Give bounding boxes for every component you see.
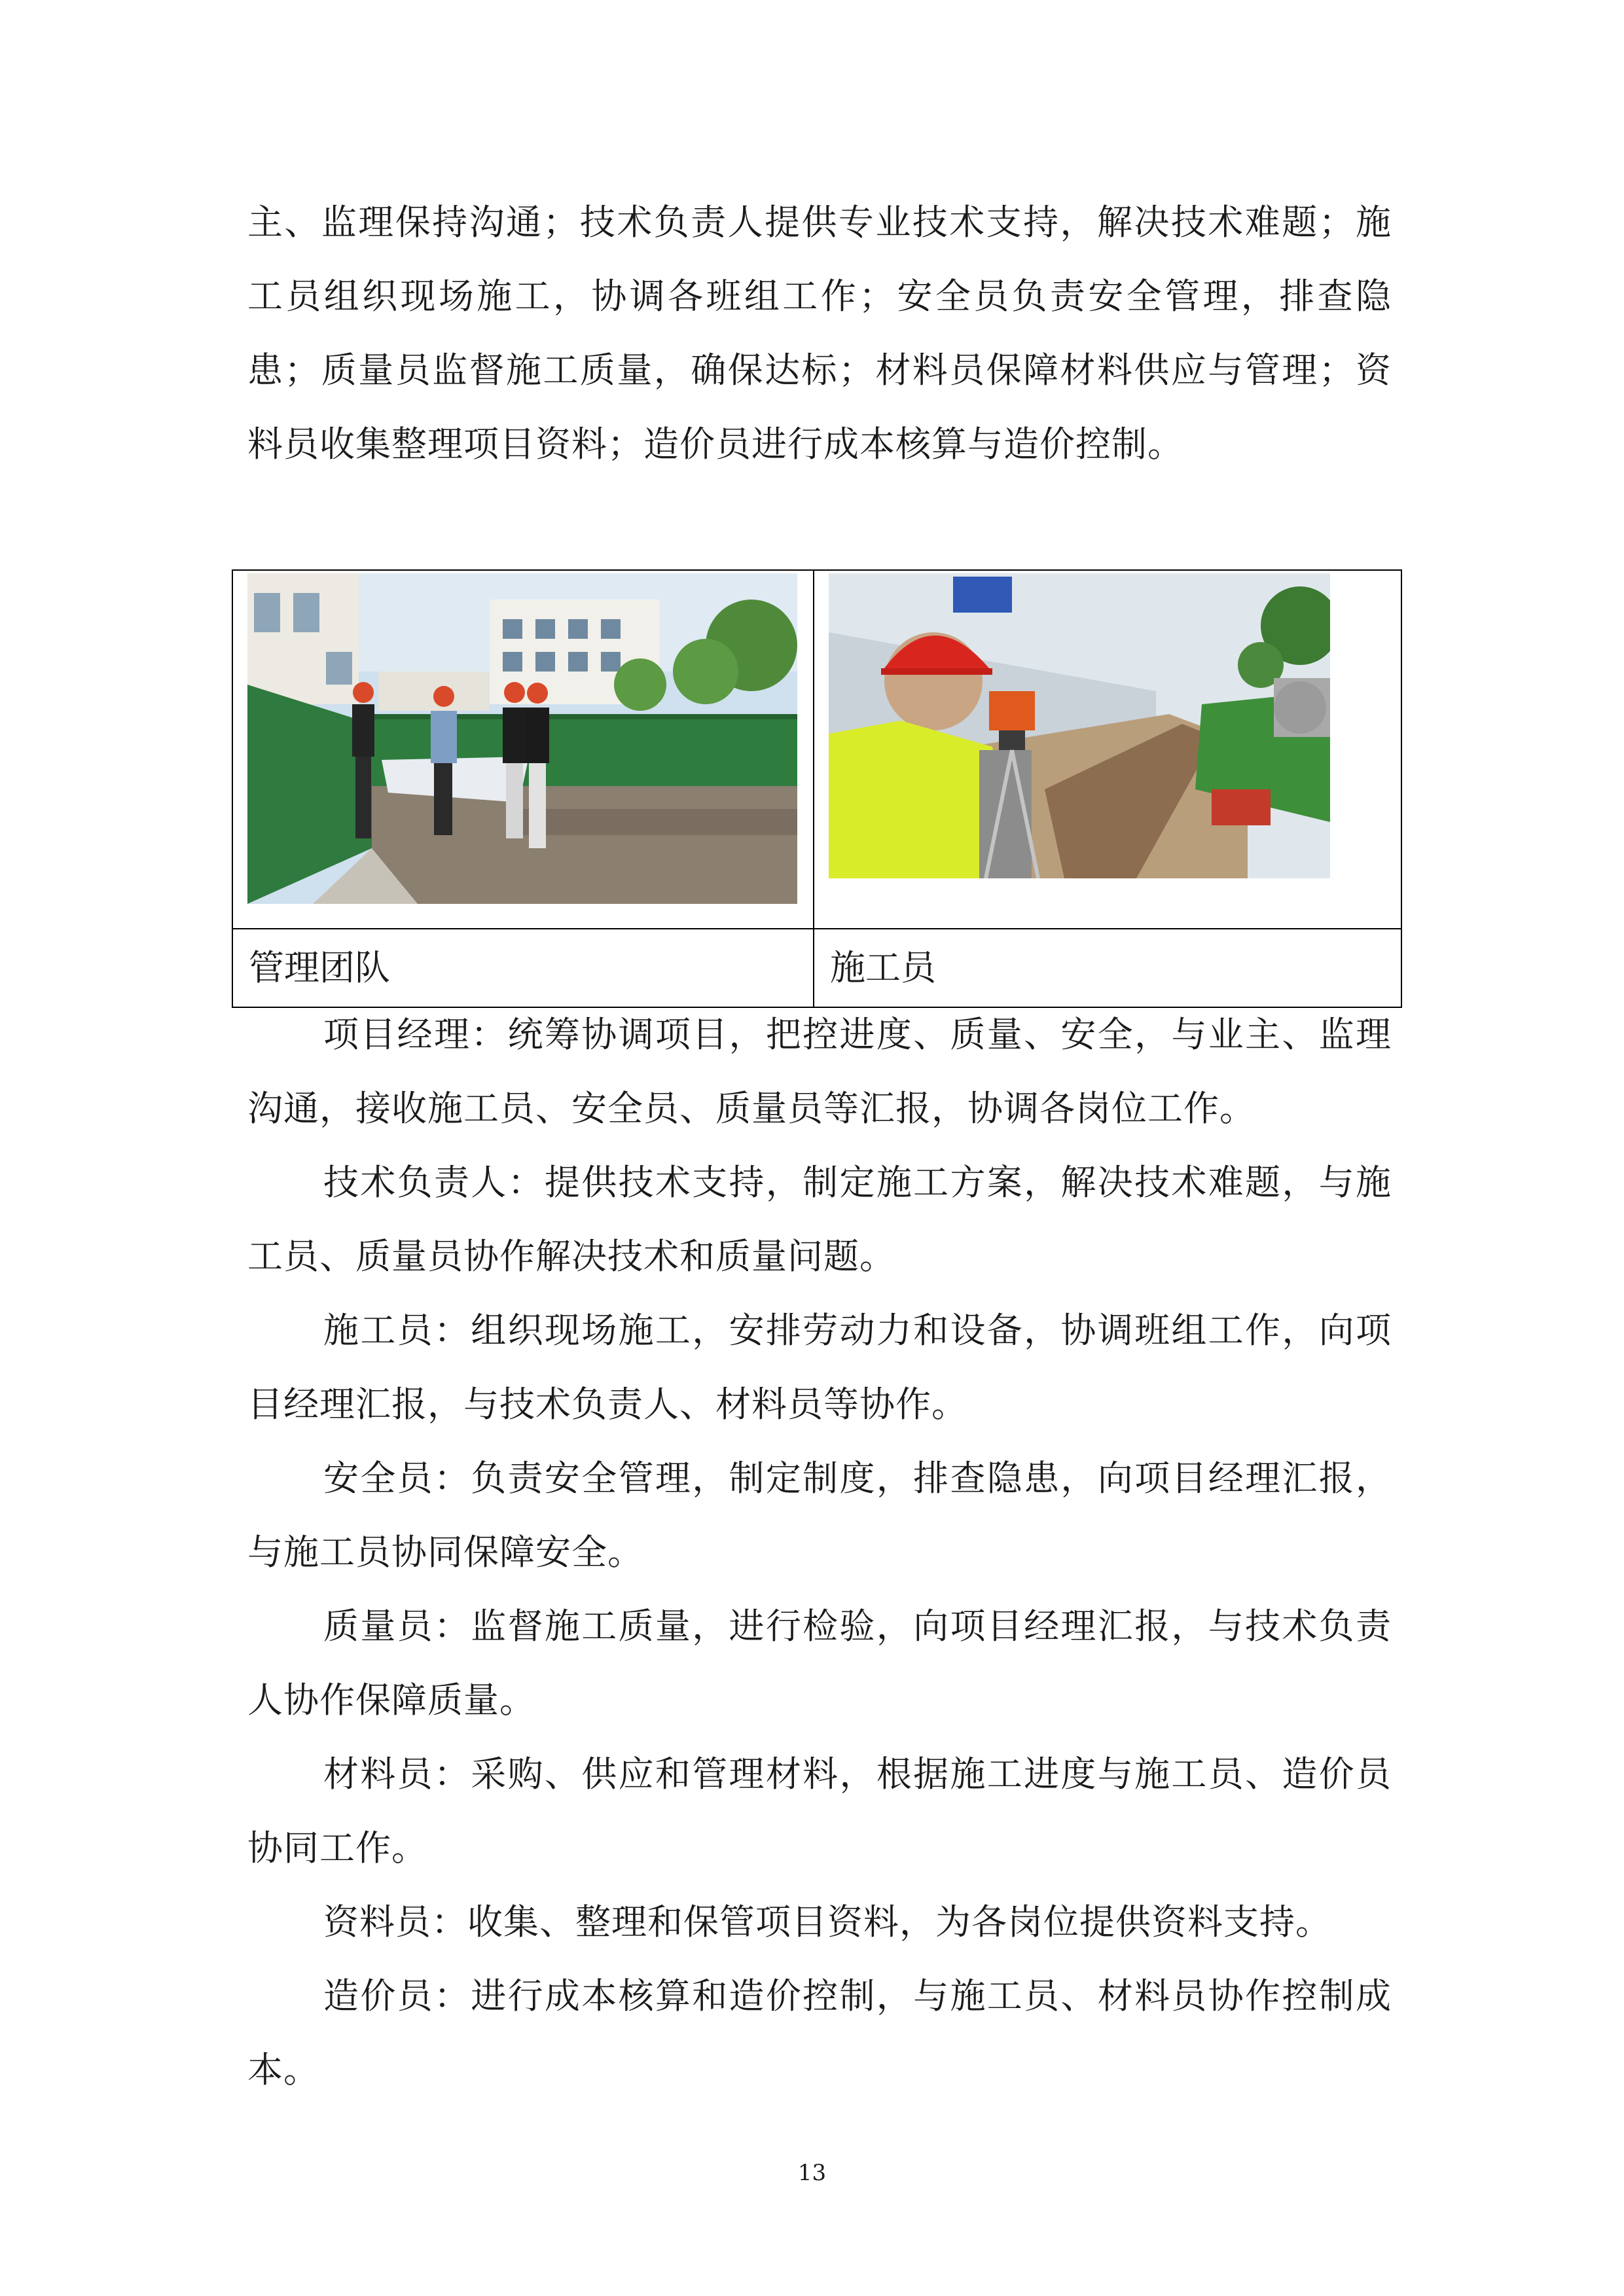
role-technical-lead: 技术负责人：提供技术支持，制定施工方案，解决技术难题，与施工员、质量员协作解决技术和质量问题。: [247, 1162, 1392, 1277]
management-team-photo: [247, 573, 797, 904]
intro-paragraph: 主、监理保持沟通；技术负责人提供专业技术支持，解决技术难题；施工员组织现场施工，协调各班组工作；安全员负责安全管理，排查隐患；质量员监督施工质量，确保达标；材料员保障材料供应与管理；资料员收集整理项目资料；造价员进行成本核算与造价控制。: [247, 202, 1392, 465]
construction-worker-photo: [829, 573, 1330, 878]
photo-cell-management: [232, 570, 814, 929]
photo-table: [232, 569, 1402, 1008]
role-material-officer: 材料员：采购、供应和管理材料，根据施工进度与施工员、造价员协同工作。: [247, 1753, 1392, 1869]
photo-cell-construction: [814, 570, 1401, 929]
role-document-officer: 资料员：收集、整理和保管项目资料，为各岗位提供资料支持。: [323, 1901, 1331, 1943]
role-project-manager: 项目经理：统筹协调项目，把控进度、质量、安全，与业主、监理沟通，接收施工员、安全员、质量员等汇报，协调各岗位工作。: [247, 1014, 1392, 1129]
role-quality-inspector: 质量员：监督施工质量，进行检验，向项目经理汇报，与技术负责人协作保障质量。: [247, 1605, 1392, 1721]
role-construction-worker: 施工员：组织现场施工，安排劳动力和设备，协调班组工作，向项目经理汇报，与技术负责人、材料员等协作。: [247, 1310, 1392, 1425]
role-descriptions: [247, 997, 1392, 2107]
caption-construction-worker: 施工员: [814, 929, 1401, 1007]
role-safety-officer: 安全员：负责安全管理，制定制度，排查隐患，向项目经理汇报，与施工员协同保障安全。: [247, 1458, 1392, 1573]
caption-management-team: 管理团队: [232, 929, 814, 1007]
role-cost-engineer: 造价员：进行成本核算和造价控制，与施工员、材料员协作控制成本。: [247, 1975, 1392, 2090]
page-number: 13: [797, 2160, 827, 2186]
